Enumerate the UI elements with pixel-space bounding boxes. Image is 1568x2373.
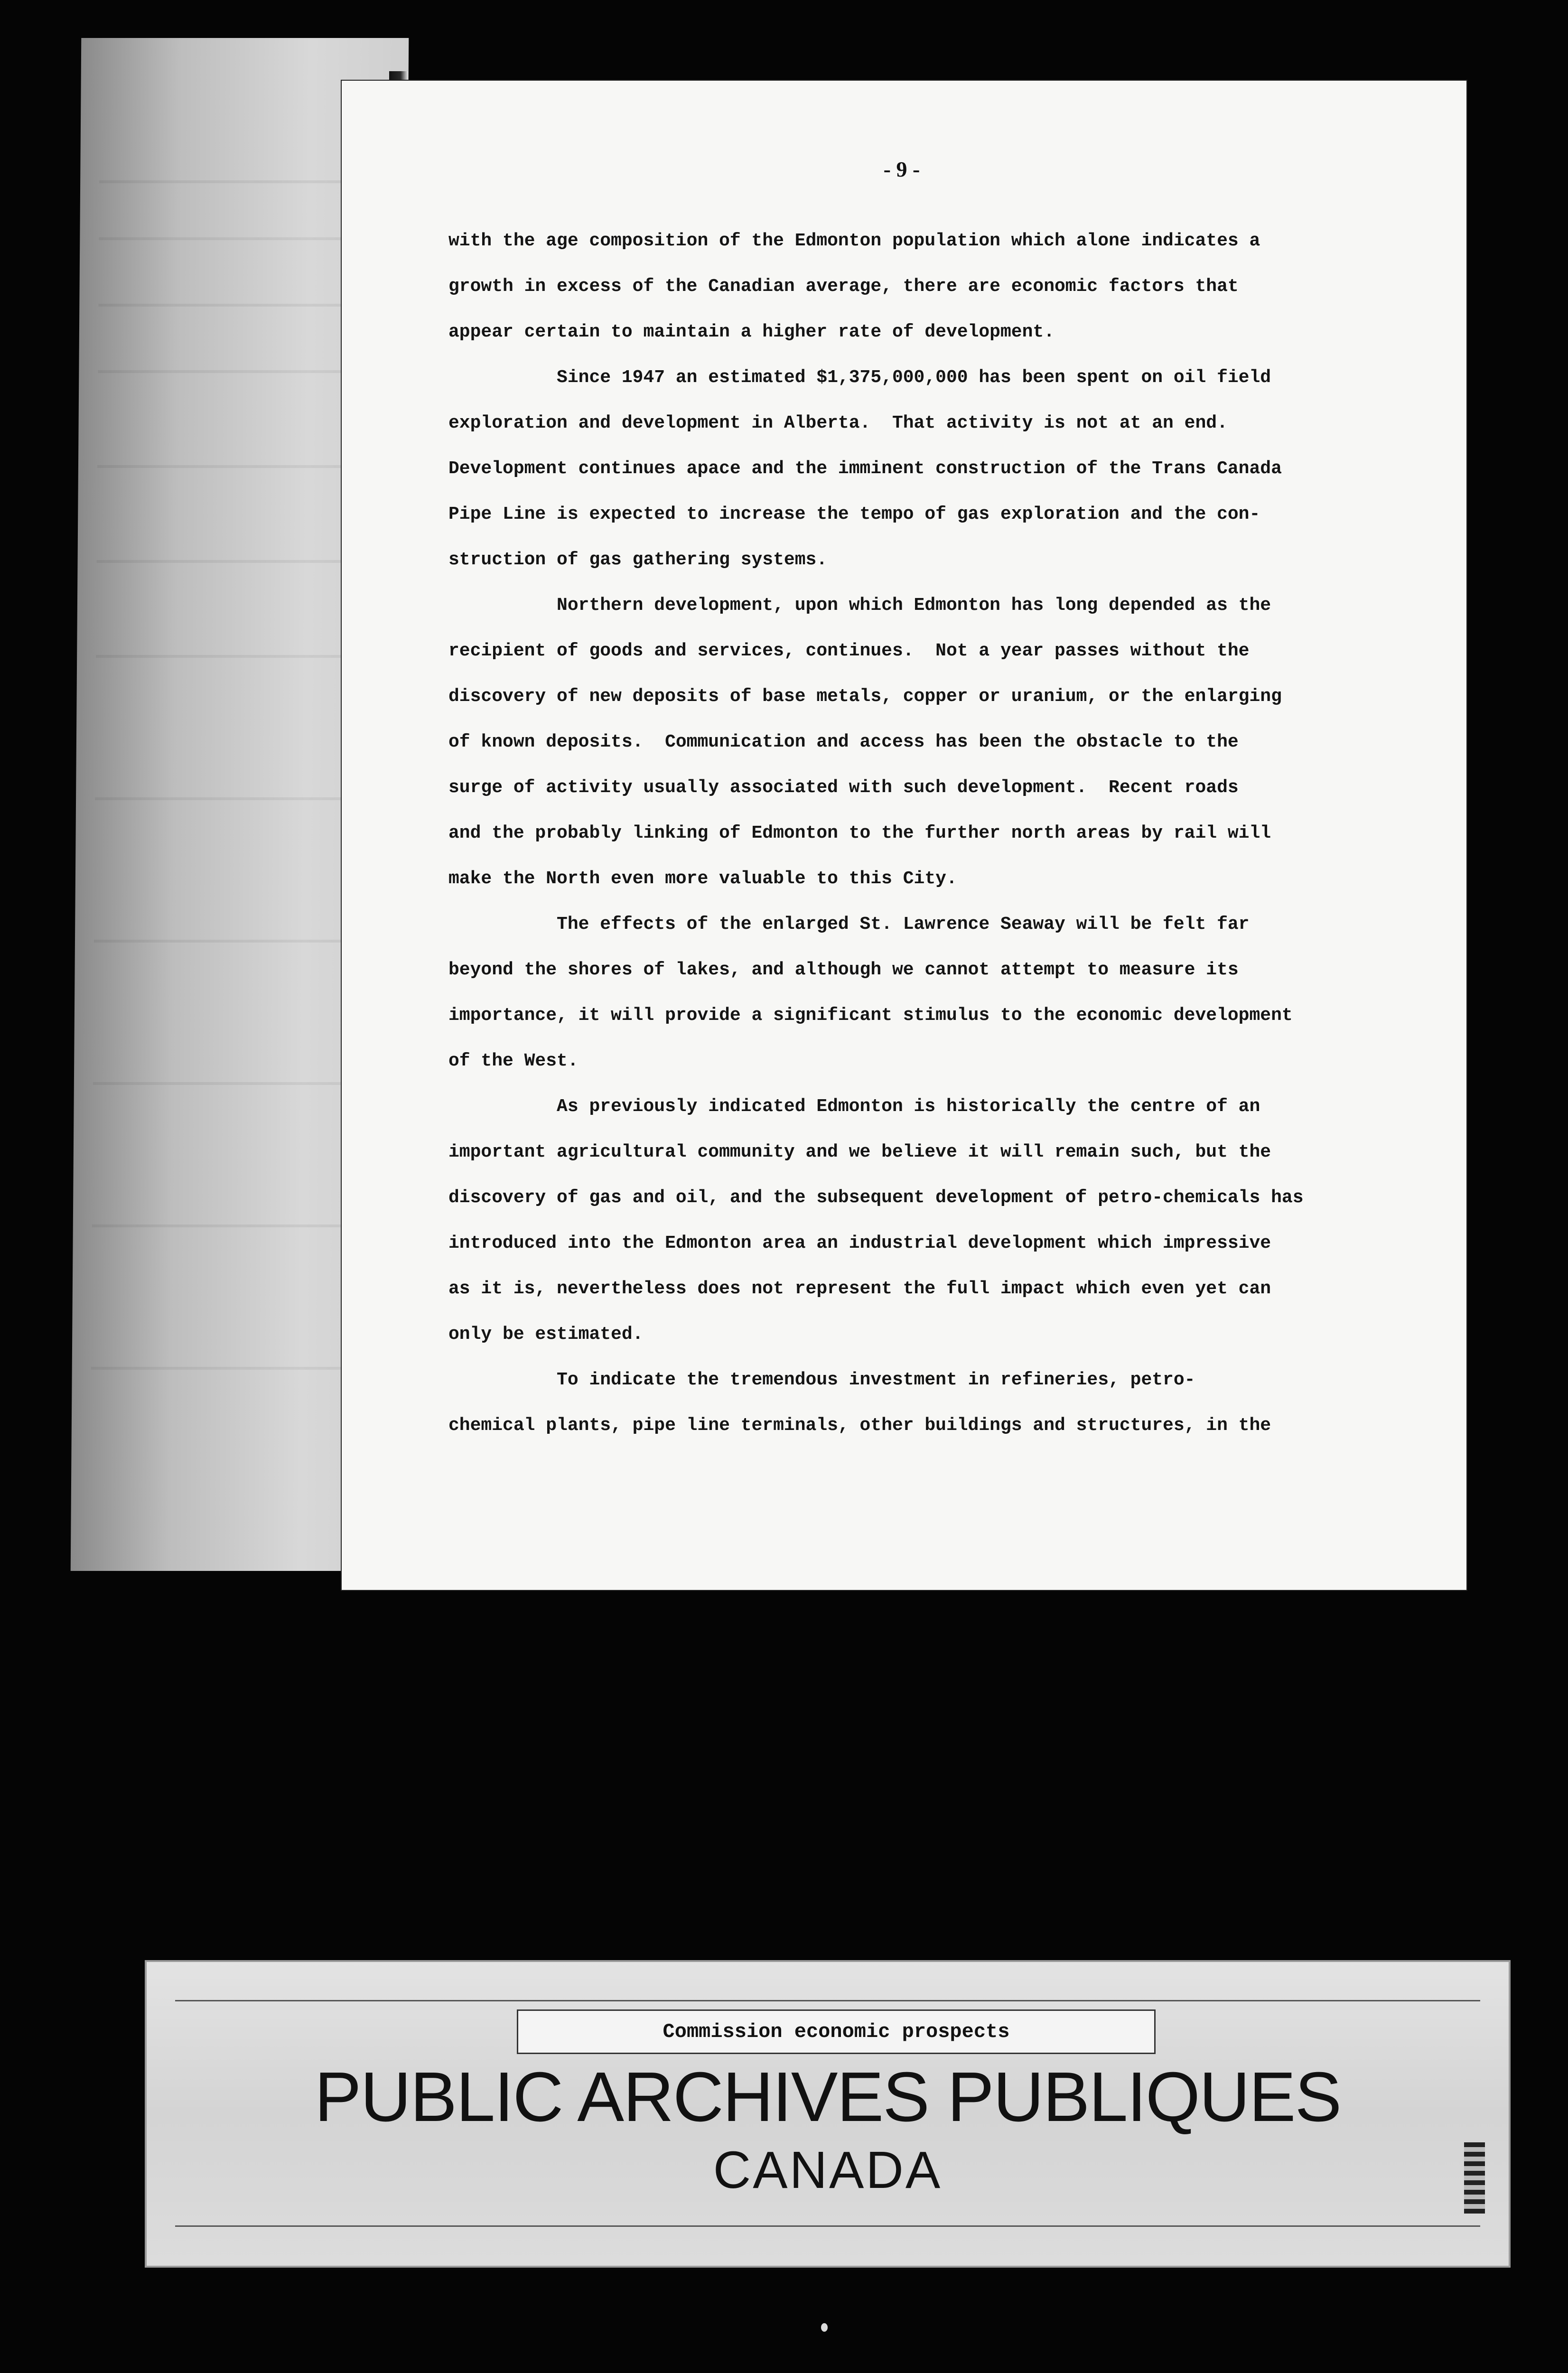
text-line: exploration and development in Alberta. That activity is not at an end. [448,413,1228,433]
page-number: - 9 - [883,157,920,181]
text-line: recipient of goods and services, continues. Not a year passes without the [448,641,1250,661]
caption-box [517,2009,1156,2054]
text-line: Pipe Line is expected to increase the tempo of gas exploration and the con- [448,504,1260,524]
text-line: discovery of gas and oil, and the subsequent development of petro-chemicals has [448,1187,1304,1208]
text-line: As previously indicated Edmonton is historically the centre of an [448,1096,1260,1117]
text-line: beyond the shores of lakes, and although we cannot attempt to measure its [448,960,1239,980]
typed-page [342,81,1466,1590]
text-line: Northern development, upon which Edmonton has long depended as the [448,595,1271,616]
text-line: with the age composition of the Edmonton population which alone indicates a [448,231,1260,251]
text-line: as it is, nevertheless does not represent the full impact which even yet can [448,1279,1271,1299]
text-line: surge of activity usually associated with such development. Recent roads [448,777,1239,798]
text-line: of the West. [448,1051,579,1071]
text-line: To indicate the tremendous investment in refineries, petro- [448,1370,1195,1390]
text-line: discovery of new deposits of base metals, copper or uranium, or the enlarging [448,686,1282,707]
archive-label [145,1960,1511,2268]
text-line: appear certain to maintain a higher rate of development. [448,322,1055,342]
body-text [448,218,1436,1448]
label-rule [175,2225,1480,2227]
text-line: make the North even more valuable to this City. [448,869,957,889]
caption-text: Commission economic prospects [663,2020,1010,2043]
text-line: introduced into the Edmonton area an industrial development which impressive [448,1233,1271,1253]
archive-title: PUBLIC ARCHIVES PUBLIQUES [314,2058,1341,2136]
text-line: growth in excess of the Canadian average, there are economic factors that [448,276,1239,297]
text-line: importance, it will provide a significant stimulus to the economic development [448,1005,1293,1026]
label-rule [175,2000,1480,2001]
text-line: Development continues apace and the imminent construction of the Trans Canada [448,458,1282,479]
text-line: chemical plants, pipe line terminals, other buildings and structures, in the [448,1415,1271,1436]
text-line: of known deposits. Communication and access has been the obstacle to the [448,732,1239,752]
film-speck [821,2323,828,2332]
text-line: important agricultural community and we believe it will remain such, but the [448,1142,1271,1162]
film-scale-mark [1464,2142,1485,2214]
text-line: Since 1947 an estimated $1,375,000,000 has been spent on oil field [448,367,1271,388]
text-line: struction of gas gathering systems. [448,550,828,570]
archive-subtitle: CANADA [713,2141,943,2199]
text-line: only be estimated. [448,1324,644,1345]
text-line: and the probably linking of Edmonton to the further north areas by rail will [448,823,1271,843]
text-line: The effects of the enlarged St. Lawrence Seaway will be felt far [448,914,1250,934]
